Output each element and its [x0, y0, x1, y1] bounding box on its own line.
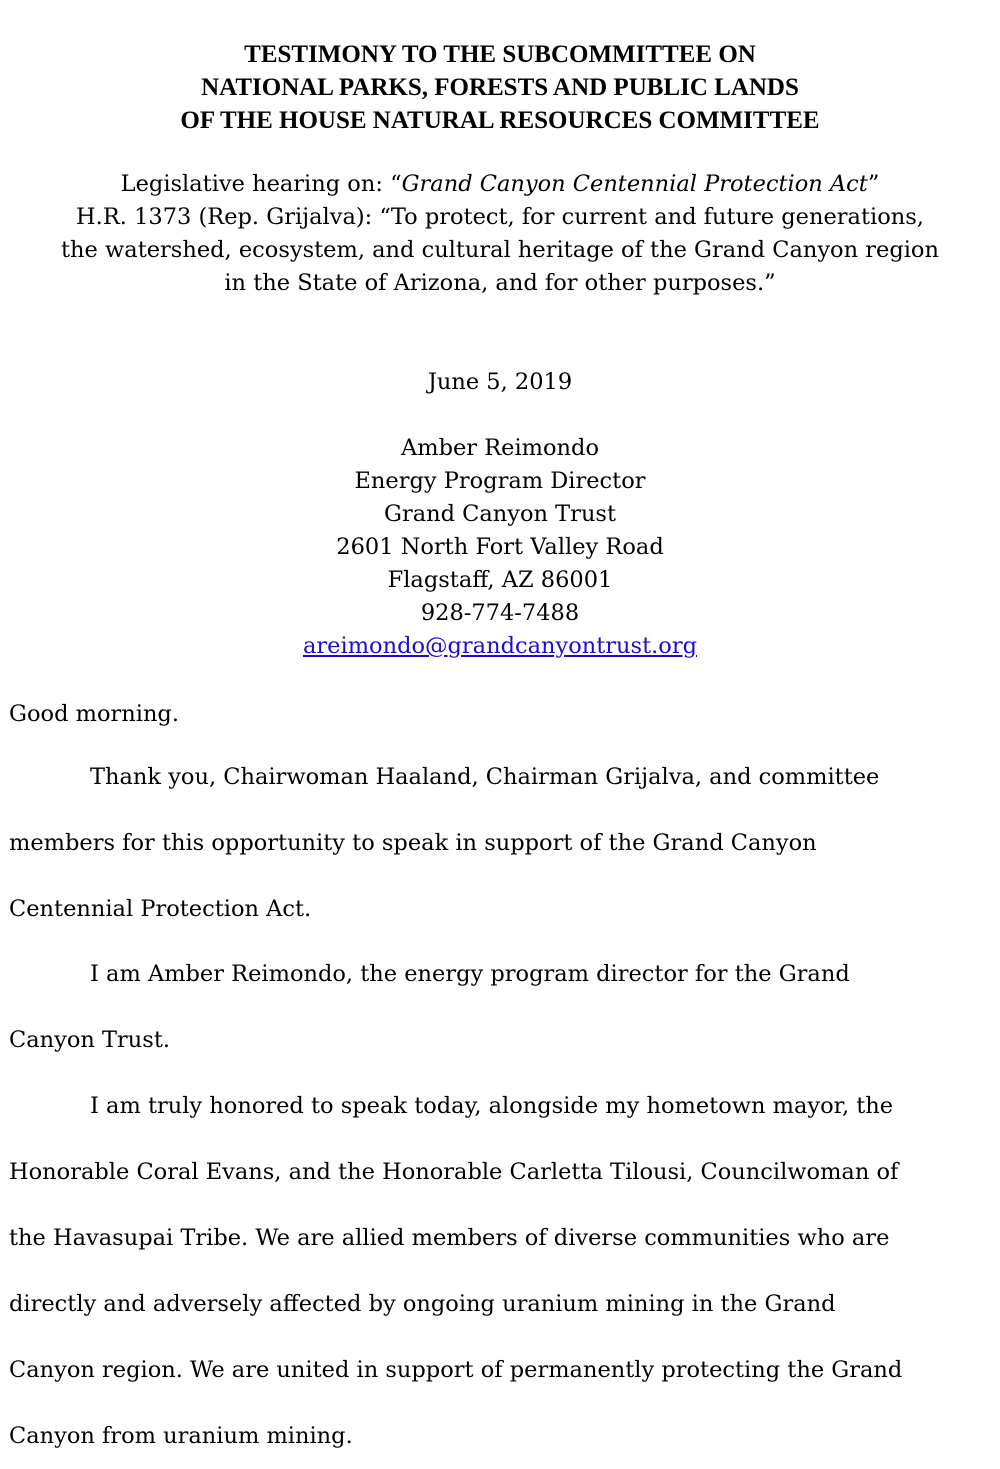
- hearing-prefix: Legislative hearing on: “: [120, 171, 402, 197]
- paragraph-line: Honorable Coral Evans, and the Honorable Carletta Tilousi, Councilwoman of: [9, 1159, 899, 1185]
- paragraph-line: Canyon from uranium mining.: [9, 1423, 353, 1449]
- paragraph-line: Thank you, Chairwoman Haaland, Chairman Grijalva, and committee: [90, 764, 880, 790]
- contact-name: Amber Reimondo: [401, 435, 599, 461]
- paragraph: [9, 941, 969, 1073]
- paragraph-line: the Havasupai Tribe. We are allied members of diverse communities who are: [9, 1225, 890, 1251]
- paragraph-line: I am truly honored to speak today, alongside my hometown mayor, the: [90, 1093, 894, 1119]
- paragraph-line: I am Amber Reimondo, the energy program director for the Grand: [90, 961, 850, 987]
- contact-city: Flagstaff, AZ 86001: [387, 567, 613, 593]
- paragraph-line: members for this opportunity to speak in support of the Grand Canyon: [9, 830, 817, 856]
- contact-block: [0, 432, 1000, 663]
- title-line: TESTIMONY TO THE SUBCOMMITTEE ON: [244, 41, 756, 68]
- contact-organization: Grand Canyon Trust: [383, 501, 617, 527]
- contact-street: 2601 North Fort Valley Road: [336, 534, 664, 560]
- paragraph-line: Canyon region. We are united in support of permanently protecting the Grand: [9, 1357, 903, 1383]
- contact-position: Energy Program Director: [354, 468, 646, 494]
- bill-line: H.R. 1373 (Rep. Grijalva): “To protect, for current and future generations,: [76, 204, 924, 230]
- paragraph-line: directly and adversely affected by ongoing uranium mining in the Grand: [9, 1291, 836, 1317]
- paragraph-line: Canyon Trust.: [9, 1027, 171, 1053]
- bill-line: the watershed, ecosystem, and cultural heritage of the Grand Canyon region: [61, 237, 939, 263]
- title-line: OF THE HOUSE NATURAL RESOURCES COMMITTEE: [180, 107, 820, 134]
- hearing-line: [0, 168, 1000, 201]
- act-name: Grand Canyon Centennial Protection Act: [401, 171, 868, 197]
- paragraph: [9, 1073, 969, 1469]
- paragraph-line: Centennial Protection Act.: [9, 896, 312, 922]
- hearing-date: June 5, 2019: [427, 369, 573, 395]
- testimony-title: [0, 38, 1000, 137]
- bill-line: in the State of Arizona, and for other purposes.”: [224, 270, 776, 296]
- greeting: Good morning.: [9, 701, 179, 727]
- title-line: NATIONAL PARKS, FORESTS AND PUBLIC LANDS: [201, 74, 799, 101]
- hearing-description: [0, 168, 1000, 300]
- paragraph: [9, 744, 969, 942]
- hearing-suffix: ”: [867, 171, 880, 197]
- contact-phone: 928-774-7488: [420, 600, 580, 626]
- email-link[interactable]: areimondo@grandcanyontrust.org: [303, 633, 697, 659]
